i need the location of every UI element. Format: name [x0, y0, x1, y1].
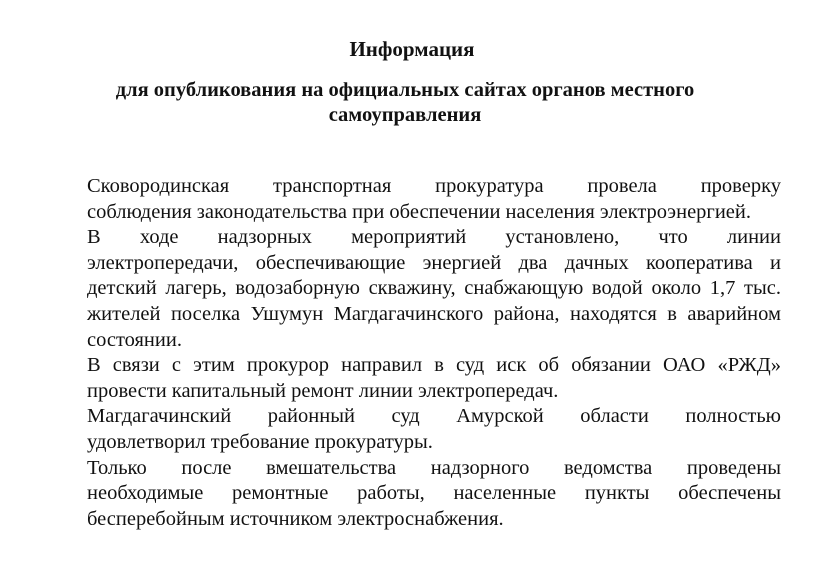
text-line: электропередачи, обеспечивающие энергией два дачных кооператива и	[87, 251, 781, 274]
text-line: удовлетворил требование прокуратуры.	[87, 430, 433, 453]
text-line: В ходе надзорных мероприятий установлено, что линии	[87, 226, 781, 249]
text-line: состоянии.	[87, 328, 182, 351]
text-line: В связи с этим прокурор направил в суд иск об обязании ОАО «РЖД»	[87, 354, 781, 377]
document-title: Информация	[349, 37, 475, 61]
paragraph	[87, 404, 781, 455]
paragraph	[87, 353, 781, 404]
text-line: Только после вмешательства надзорного ведомства проведены	[87, 456, 781, 479]
paragraph	[87, 225, 781, 353]
paragraph	[87, 174, 781, 225]
document-body	[87, 174, 781, 532]
text-line: Магдагачинский районный суд Амурской области полностью	[87, 405, 781, 428]
subtitle-line: для опубликования на официальных сайтах органов местного	[115, 79, 695, 101]
text-line: необходимые ремонтные работы, населенные пункты обеспечены	[87, 482, 781, 505]
document-subtitle	[80, 78, 730, 128]
text-line: детский лагерь, водозаборную скважину, снабжающую водой около 1,7 тыс.	[87, 277, 781, 300]
text-line: бесперебойным источником электроснабжения.	[87, 507, 504, 530]
text-line: соблюдения законодательства при обеспечении населения электроэнергией.	[87, 200, 751, 223]
paragraph	[87, 456, 781, 533]
text-line: провести капитальный ремонт линии электропередач.	[87, 379, 559, 402]
subtitle-line: самоуправления	[328, 104, 482, 126]
text-line: жителей поселка Ушумун Магдагачинского района, находятся в аварийном	[87, 302, 781, 325]
text-line: Сковородинская транспортная прокуратура провела проверку	[87, 175, 781, 197]
